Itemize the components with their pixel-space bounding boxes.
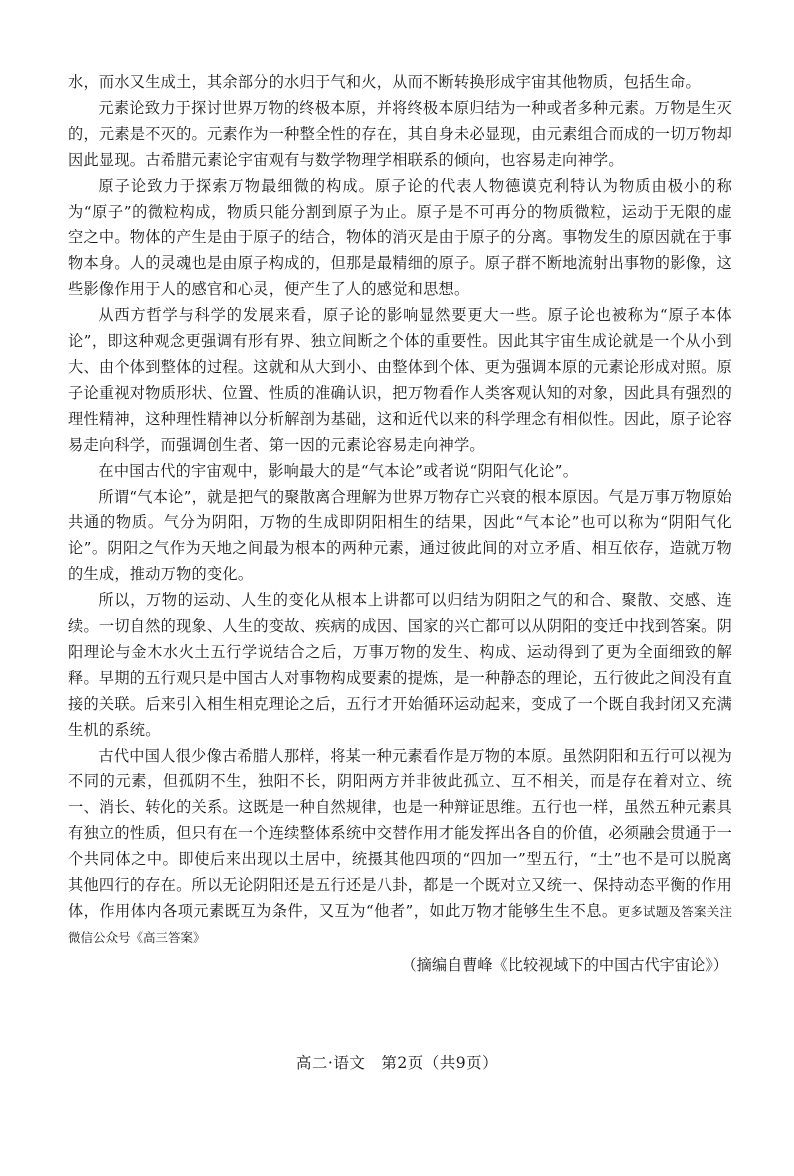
page-footer: 高二·语文 第2页（共9页）	[295, 1054, 499, 1072]
paragraph-chinese-view-text: 古代中国人很少像古希腊人那样，将某一种元素看作是万物的本原。虽然阴阳和五行可以视为不同的元素，但孤阴不生，独阳不长，阴阳两方并非彼此孤立、互不相关，而是存在着对立、统一、消长、转化的关系。这既是一种自然规律，也是一种辩证思维。五行也一样，虽然五种元素具有独立的性质，但只有在一个连续整体系统中交替作用才能发挥出各自的价值，必须融会贯通于一个共同体之中。即使后来出现以土居中，统摄其他四项的“四加一”型五行，“土”也不是可以脱离其他四行的存在。所以无论阴阳还是五行还是八卦，都是一个既对立又统一、保持动态平衡的作用体，作用体内各项元素既互为条件，又互为“他者”，如此万物才能够生生不息。	[68, 746, 732, 920]
paragraph-atomism: 原子论致力于探索万物最细微的构成。原子论的代表人物德谟克利特认为物质由极小的称为“原子”的微粒构成，物质只能分割到原子为止。原子是不可再分的物质微粒，运动于无限的虚空之中。物体的产生是由于原子的结合，物体的消灭是由于原子的分离。事物发生的原因就在于事物本身。人的灵魂也是由原子构成的，但那是最精细的原子。原子群不断地流射出事物的影像，这些影像作用于人的感官和心灵，便产生了人的感觉和思想。	[68, 176, 732, 299]
paragraph-qi-intro: 在中国古代的宇宙观中，影响最大的是“气本论”或者说“阴阳气化论”。	[98, 461, 579, 480]
paragraph-continuation: 水，而水又生成土，其余部分的水归于气和火，从而不断转换形成宇宙其他物质，包括生命。	[68, 73, 701, 91]
paragraph-element-theory: 元素论致力于探讨世界万物的终极本原，并将终极本原归结为一种或者多种元素。万物是生灭的，元素是不灭的。元素作为一种整全性的存在，其自身未必显现，由元素组合而成的一切万物却因此显现。古希腊元素论宇宙观有与数学物理学相联系的倾向，也容易走向神学。	[68, 98, 732, 169]
paragraph-yin-yang-five-elements: 所以，万物的运动、人生的变化从根本上讲都可以归结为阴阳之气的和合、聚散、交感、连续。一切自然的现象、人生的变故、疾病的成因、国家的兴亡都可以从阴阳的变迁中找到答案。阴阳理论与金木水火土五行学说结合之后，万事万物的发生、构成、运动得到了更为全面细致的解释。早期的五行观只是中国古人对事物构成要素的提炼，是一种静态的理论，五行彼此之间没有直接的关联。后来引入相生相克理论之后，五行才开始循环运动起来，变成了一个既自我封闭又充满生机的系统。	[68, 591, 732, 739]
source-citation: （摘编自曹峰《比较视域下的中国古代宇宙论》）	[401, 955, 728, 974]
paragraph-qi-theory: 所谓“气本论”，就是把气的聚散离合理解为世界万物存亡兴衰的根本原因。气是万事万物原始共通的物质。气分为阴阳，万物的生成即阴阳相生的结果，因此“气本论”也可以称为“阴阳气化论”。阴阳之气作为天地之间最为根本的两种元素，通过彼此间的对立矛盾、相互依存，造就万物的生成，推动万物的变化。	[68, 487, 732, 584]
document-body	[68, 70, 732, 979]
paragraph-chinese-view	[68, 744, 732, 951]
inline-note: 更多试题及答案关注微信公众号《高三答案》	[68, 904, 732, 945]
paragraph-atomism-influence: 从西方哲学与科学的发展来看，原子论的影响显然要更大一些。原子论也被称为“原子本体论”，即这种观念更强调有形有界、独立间断之个体的重要性。因此其宇宙生成论就是一个从小到大、由个体到整体的过程。这就和从大到小、由整体到个体、更为强调本原的元素论形成对照。原子论重视对物质形状、位置、性质的准确认识，把万物看作人类客观认知的对象，因此具有强烈的理性精神，这种理性精神以分析解剖为基础，这和近代以来的科学理念有相似性。因此，原子论容易走向科学，而强调创生者、第一因的元素论容易走向神学。	[68, 306, 732, 454]
